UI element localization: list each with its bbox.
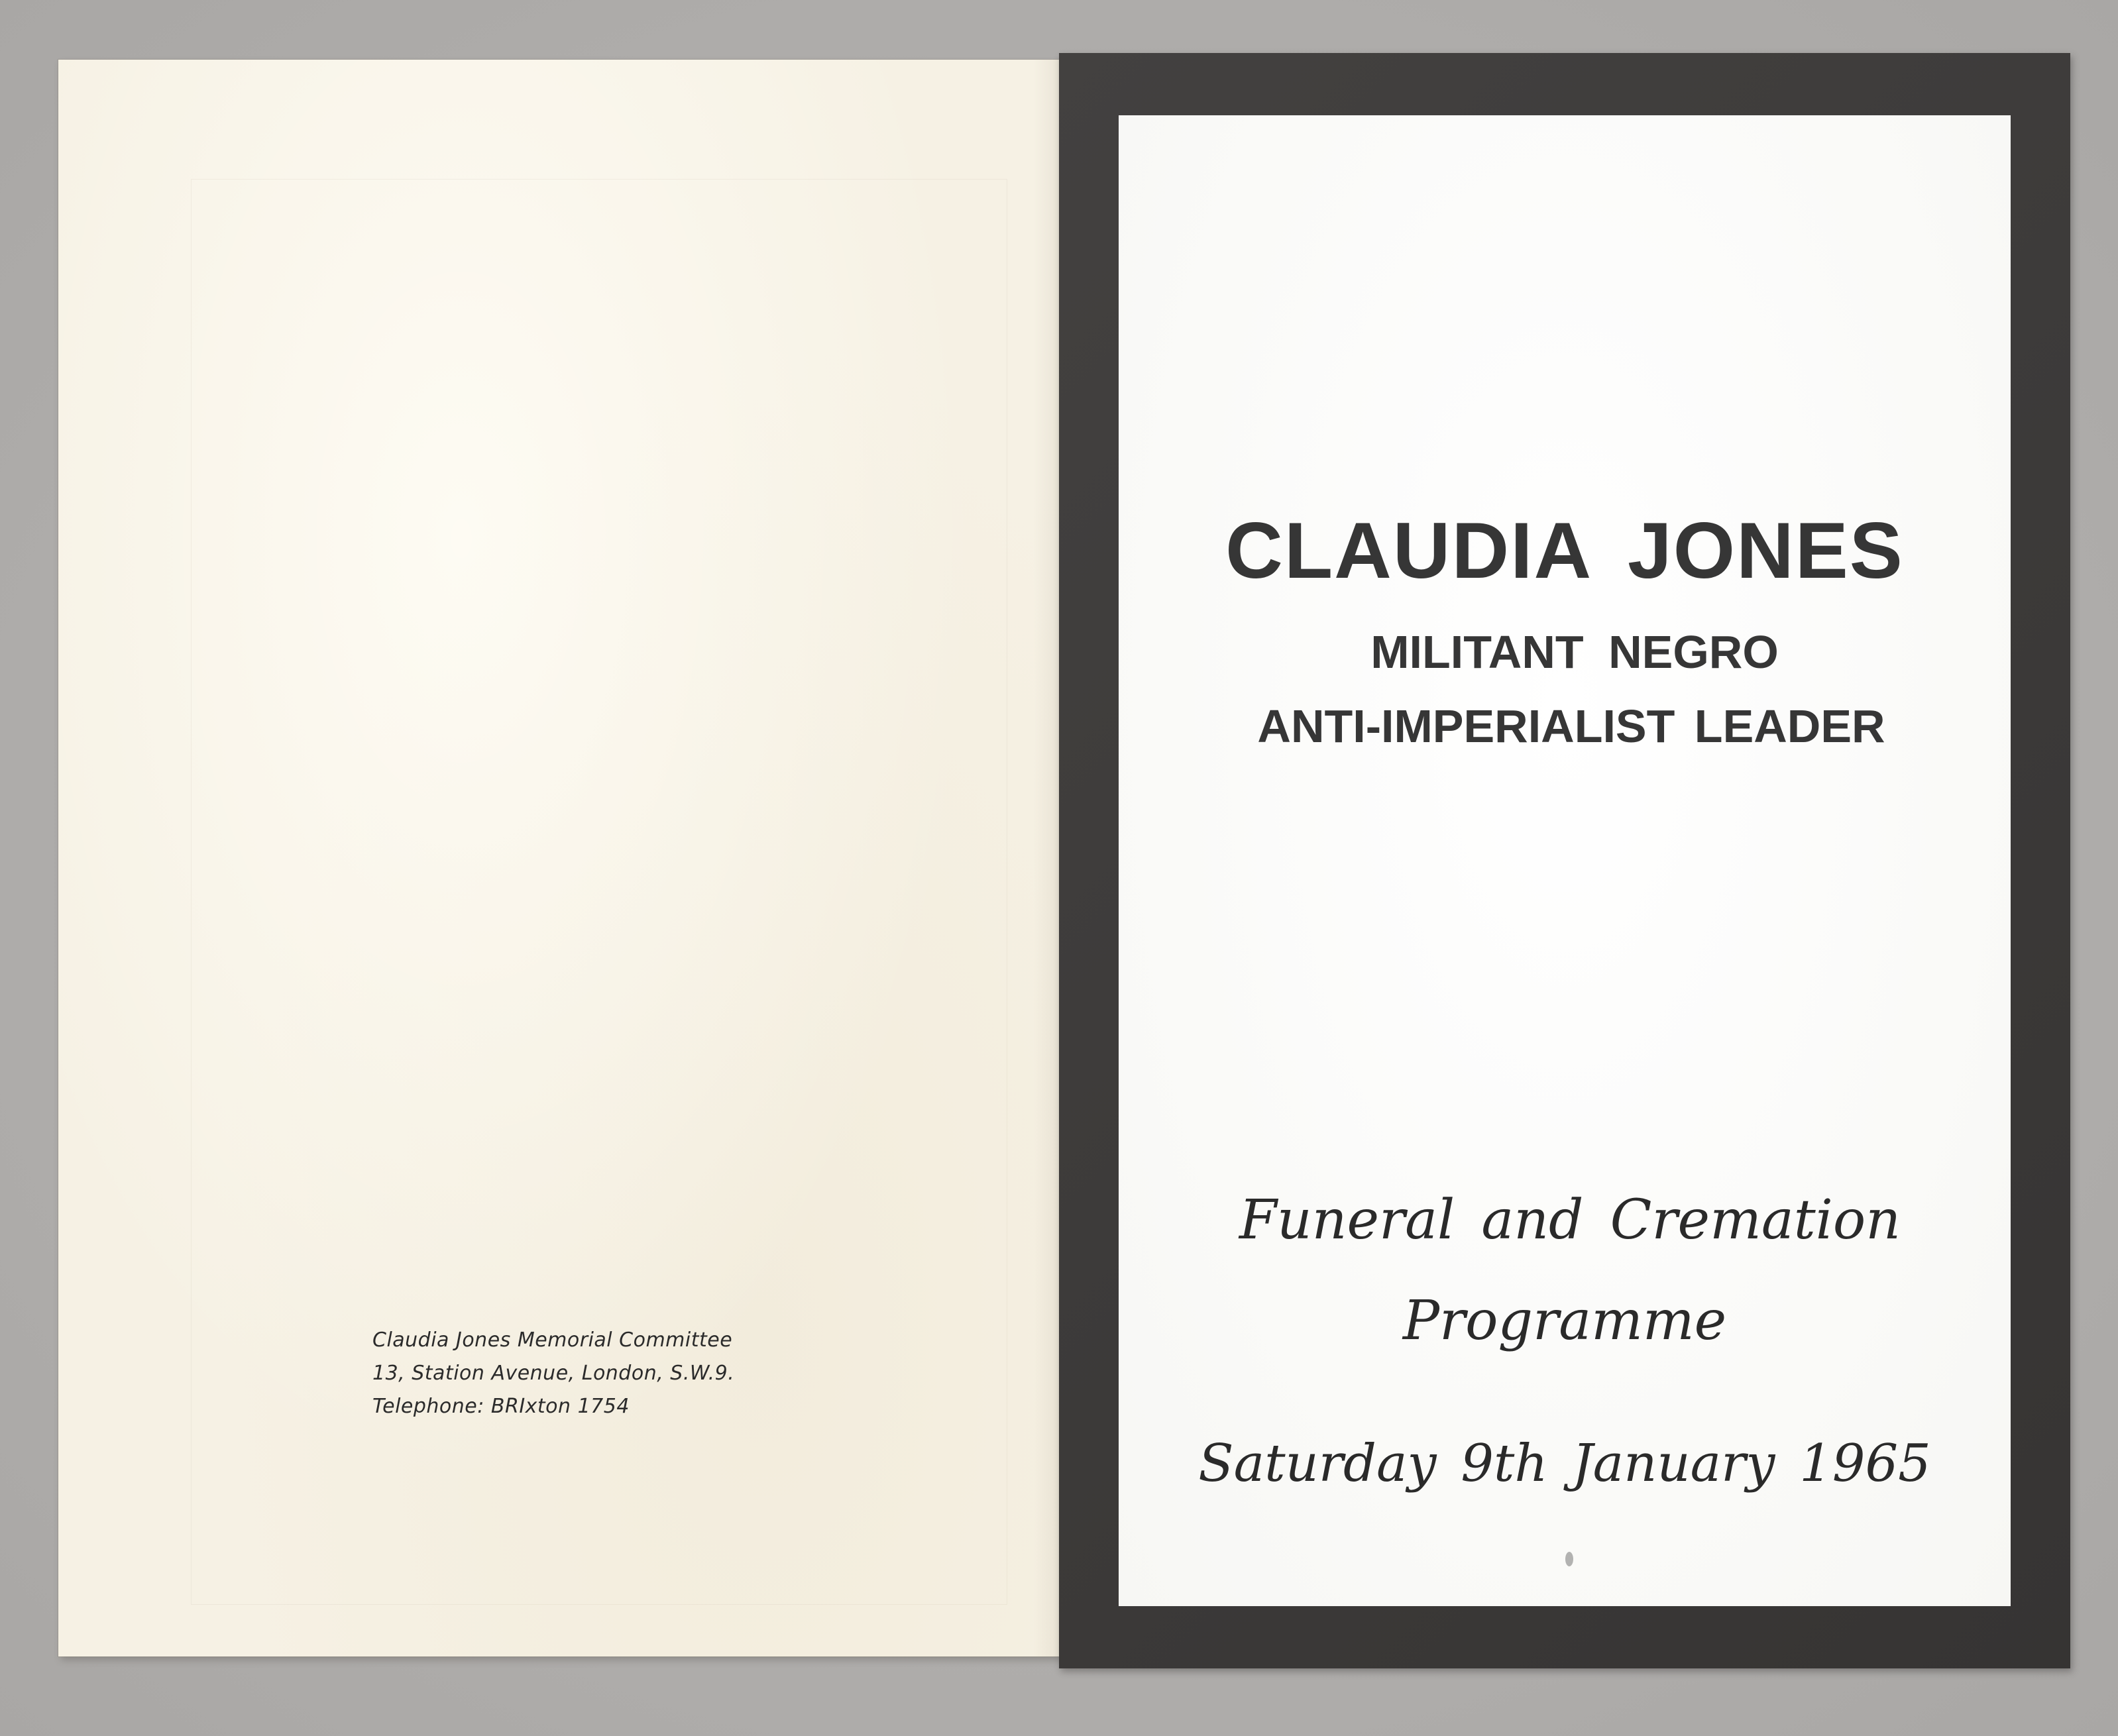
inside-back-page bbox=[58, 60, 1066, 1656]
address-line-committee: Claudia Jones Memorial Committee bbox=[372, 1329, 733, 1352]
cover-panel bbox=[1119, 115, 2011, 1606]
address-line-street: 13, Station Avenue, London, S.W.9. bbox=[372, 1362, 735, 1385]
event-date: Saturday 9th January 1965 bbox=[1198, 1434, 1931, 1493]
cover-subtitle-line-1: MILITANT NEGRO bbox=[1370, 626, 1779, 678]
ink-speck bbox=[1565, 1552, 1573, 1566]
address-line-telephone: Telephone: BRIxton 1754 bbox=[372, 1395, 630, 1418]
committee-address bbox=[372, 1324, 836, 1423]
cover-subtitle-line-2: ANTI-IMPERIALIST LEADER bbox=[1257, 700, 1885, 752]
event-title-line-1: Funeral and Cremation bbox=[1239, 1189, 1901, 1252]
front-cover bbox=[1059, 53, 2070, 1668]
event-title-line-2: Programme bbox=[1402, 1289, 1727, 1352]
cover-title-name: CLAUDIA JONES bbox=[1225, 506, 1904, 595]
